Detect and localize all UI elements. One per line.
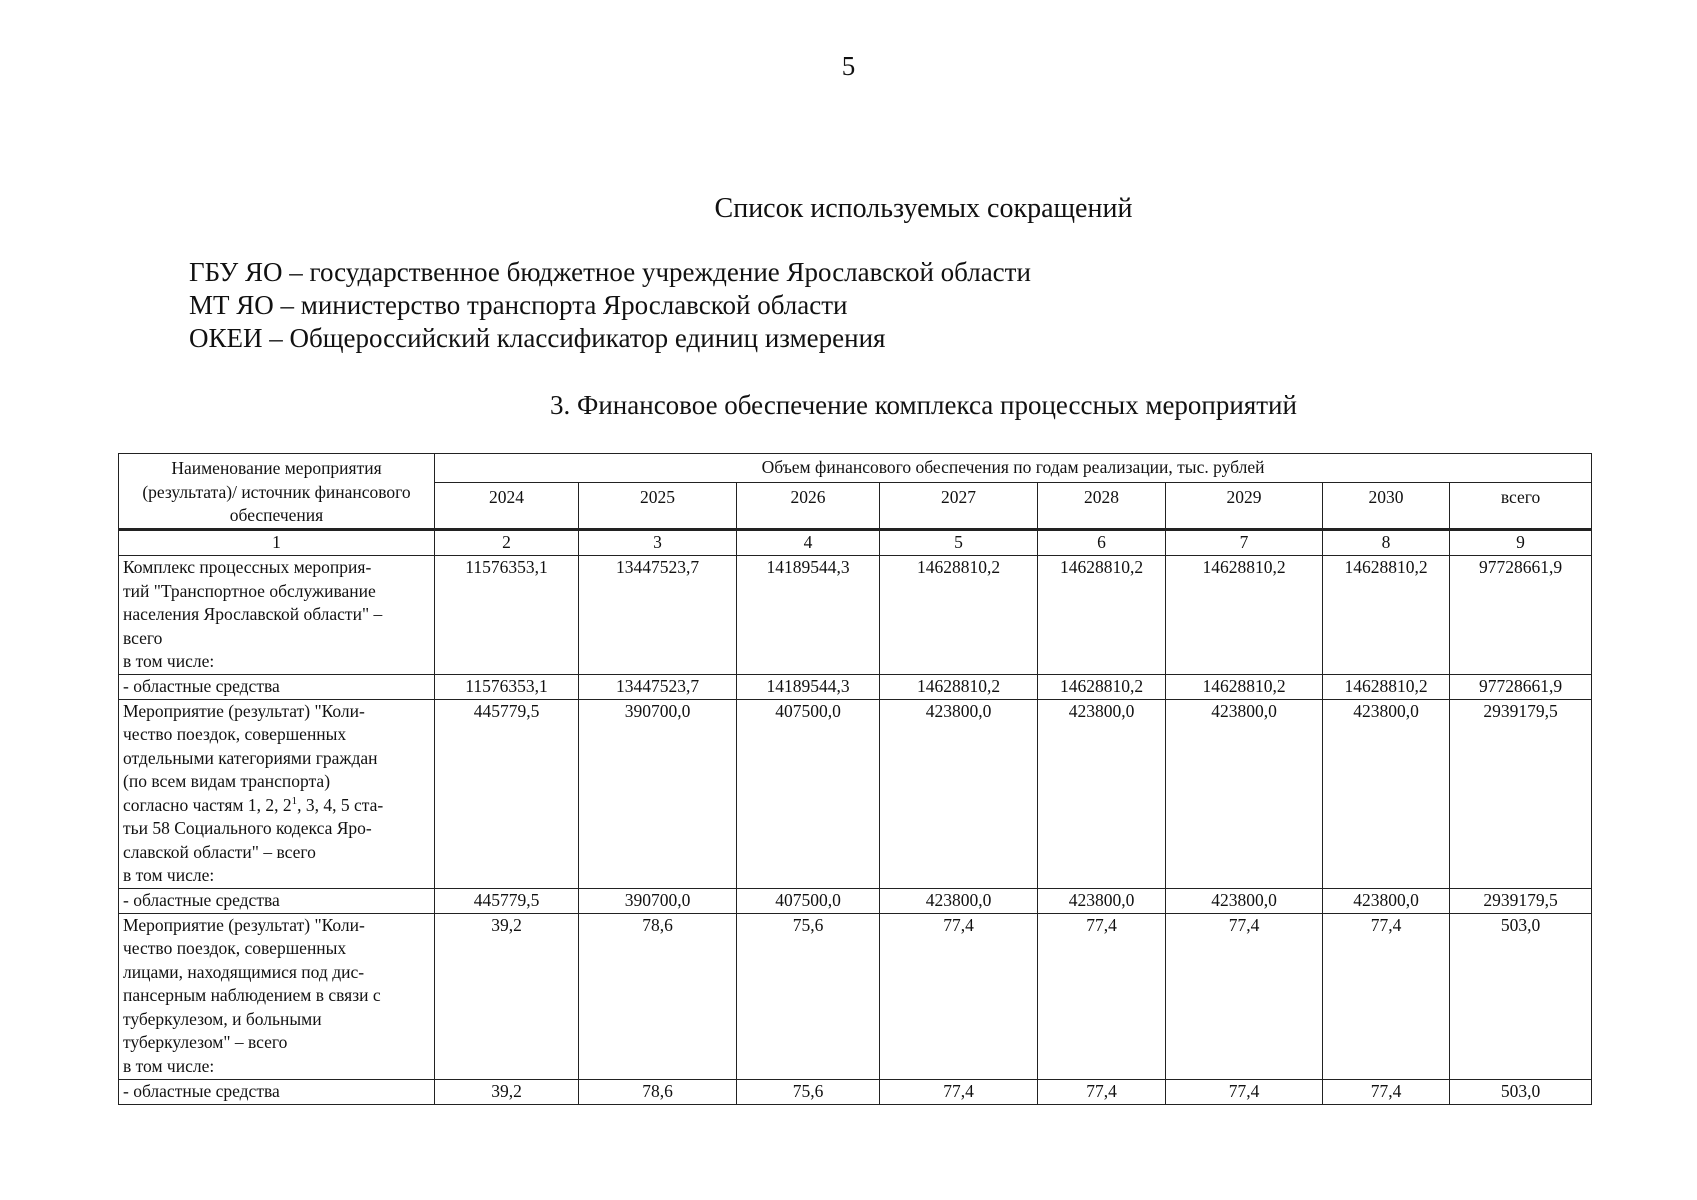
year-header: 2025 xyxy=(579,483,737,530)
row-name-line: Комплекс процессных мероприя- xyxy=(123,557,372,577)
financing-table xyxy=(118,453,1592,1105)
row-name-cell xyxy=(119,888,435,913)
year-header: 2027 xyxy=(880,483,1038,530)
column-number: 8 xyxy=(1323,530,1450,556)
row-name-line: туберкулезом, и больными xyxy=(123,1008,322,1029)
value-cell: 423800,0 xyxy=(1038,699,1166,888)
abbreviation-item: МТ ЯО – министерство транспорта Ярославской области xyxy=(189,290,848,320)
total-value-cell: 503,0 xyxy=(1450,1079,1592,1104)
column-number: 4 xyxy=(737,530,880,556)
value-cell: 14628810,2 xyxy=(1038,556,1166,675)
abbreviation-item: ОКЕИ – Общероссийский классификатор единиц измерения xyxy=(189,323,886,353)
value-cell: 445779,5 xyxy=(435,699,579,888)
value-cell: 13447523,7 xyxy=(579,556,737,675)
value-cell: 39,2 xyxy=(435,913,579,1079)
column-number: 9 xyxy=(1450,530,1592,556)
value-cell: 77,4 xyxy=(880,913,1038,1079)
column-number: 1 xyxy=(119,530,435,556)
row-name-line: - областные средства xyxy=(123,889,280,910)
row-name-text: , 3, 4, 5 ста- xyxy=(297,794,384,815)
superscript: 1 xyxy=(291,794,298,807)
table-row xyxy=(119,913,1592,1079)
column-number: 5 xyxy=(880,530,1038,556)
value-cell: 77,4 xyxy=(1166,913,1323,1079)
row-name-line: отдельными категориями граждан xyxy=(123,747,378,768)
row-name-line: (по всем видам транспорта) xyxy=(123,771,331,791)
header-name-cell: Наименование мероприятия (результата)/ источник финансового обеспечения xyxy=(119,454,435,530)
value-cell: 77,4 xyxy=(1038,1079,1166,1104)
table-row xyxy=(119,699,1592,888)
value-cell: 423800,0 xyxy=(880,699,1038,888)
column-number: 2 xyxy=(435,530,579,556)
year-header: 2030 xyxy=(1323,483,1450,530)
abbreviations-list xyxy=(189,256,1031,355)
row-name-line: в том числе: xyxy=(123,1055,215,1076)
value-cell: 75,6 xyxy=(737,913,880,1079)
row-name-line: Мероприятие (результат) "Коли- xyxy=(123,914,365,935)
row-name-line: пансерным наблюдением в связи с xyxy=(123,985,381,1005)
value-cell: 14628810,2 xyxy=(1323,674,1450,699)
value-cell: 390700,0 xyxy=(579,699,737,888)
row-name-line: тий "Транспортное обслуживание xyxy=(123,580,376,601)
row-name-cell xyxy=(119,556,435,675)
row-name-line: в том числе: xyxy=(123,865,215,885)
page-number: 5 xyxy=(841,51,856,81)
value-cell: 14628810,2 xyxy=(1166,674,1323,699)
table-row xyxy=(119,888,1592,913)
row-name-line: туберкулезом" – всего xyxy=(123,1032,288,1052)
value-cell: 75,6 xyxy=(737,1079,880,1104)
row-name-cell xyxy=(119,1079,435,1104)
value-cell: 407500,0 xyxy=(737,888,880,913)
value-cell: 14628810,2 xyxy=(880,674,1038,699)
table-row xyxy=(119,674,1592,699)
abbreviations-title: Список используемых сокращений xyxy=(714,193,1133,224)
section-title: 3. Финансовое обеспечение комплекса процессных мероприятий xyxy=(550,390,1297,420)
value-cell: 14189544,3 xyxy=(737,674,880,699)
row-name-line xyxy=(123,794,430,818)
row-name-line: чество поездок, совершенных xyxy=(123,938,347,958)
value-cell: 13447523,7 xyxy=(579,674,737,699)
row-name-cell xyxy=(119,913,435,1079)
value-cell: 77,4 xyxy=(880,1079,1038,1104)
row-name-line: чество поездок, совершенных xyxy=(123,724,347,744)
row-name-line: населения Ярославской области" – xyxy=(123,604,383,624)
total-header: всего xyxy=(1450,483,1592,530)
column-numbers-row xyxy=(119,530,1592,556)
value-cell: 423800,0 xyxy=(880,888,1038,913)
total-value-cell: 97728661,9 xyxy=(1450,556,1592,675)
value-cell: 11576353,1 xyxy=(435,556,579,675)
table-header-row xyxy=(119,454,1592,483)
table-row xyxy=(119,556,1592,675)
row-name-line: - областные средства xyxy=(123,675,280,696)
row-name-line: всего xyxy=(123,627,163,648)
value-cell: 77,4 xyxy=(1323,1079,1450,1104)
total-value-cell: 2939179,5 xyxy=(1450,699,1592,888)
column-number: 6 xyxy=(1038,530,1166,556)
value-cell: 14628810,2 xyxy=(1166,556,1323,675)
total-value-cell: 97728661,9 xyxy=(1450,674,1592,699)
value-cell: 407500,0 xyxy=(737,699,880,888)
value-cell: 423800,0 xyxy=(1166,699,1323,888)
value-cell: 390700,0 xyxy=(579,888,737,913)
value-cell: 11576353,1 xyxy=(435,674,579,699)
row-name-line: в том числе: xyxy=(123,651,215,671)
value-cell: 77,4 xyxy=(1038,913,1166,1079)
value-cell: 14628810,2 xyxy=(1038,674,1166,699)
value-cell: 14189544,3 xyxy=(737,556,880,675)
row-name-line: лицами, находящимися под дис- xyxy=(123,961,365,982)
year-header: 2028 xyxy=(1038,483,1166,530)
value-cell: 445779,5 xyxy=(435,888,579,913)
row-name-line: - областные средства xyxy=(123,1080,280,1101)
table-row xyxy=(119,1079,1592,1104)
value-cell: 78,6 xyxy=(579,1079,737,1104)
row-name-line: славской области" – всего xyxy=(123,841,316,862)
value-cell: 423800,0 xyxy=(1323,888,1450,913)
row-name-cell xyxy=(119,699,435,888)
value-cell: 423800,0 xyxy=(1038,888,1166,913)
value-cell: 14628810,2 xyxy=(880,556,1038,675)
value-cell: 423800,0 xyxy=(1323,699,1450,888)
year-header: 2024 xyxy=(435,483,579,530)
value-cell: 14628810,2 xyxy=(1323,556,1450,675)
value-cell: 39,2 xyxy=(435,1079,579,1104)
row-name-cell xyxy=(119,674,435,699)
row-name-line: тьи 58 Социального кодекса Яро- xyxy=(123,818,372,838)
total-value-cell: 503,0 xyxy=(1450,913,1592,1079)
row-name-line: Мероприятие (результат) "Коли- xyxy=(123,700,365,721)
year-header: 2029 xyxy=(1166,483,1323,530)
column-number: 7 xyxy=(1166,530,1323,556)
value-cell: 77,4 xyxy=(1166,1079,1323,1104)
column-number: 3 xyxy=(579,530,737,556)
value-cell: 423800,0 xyxy=(1166,888,1323,913)
year-header: 2026 xyxy=(737,483,880,530)
value-cell: 78,6 xyxy=(579,913,737,1079)
abbreviation-item: ГБУ ЯО – государственное бюджетное учреждение Ярославской области xyxy=(189,257,1031,287)
header-volume-cell: Объем финансового обеспечения по годам реализации, тыс. рублей xyxy=(435,454,1592,483)
value-cell: 77,4 xyxy=(1323,913,1450,1079)
total-value-cell: 2939179,5 xyxy=(1450,888,1592,913)
row-name-text: согласно частям 1, 2, 2 xyxy=(123,794,292,815)
